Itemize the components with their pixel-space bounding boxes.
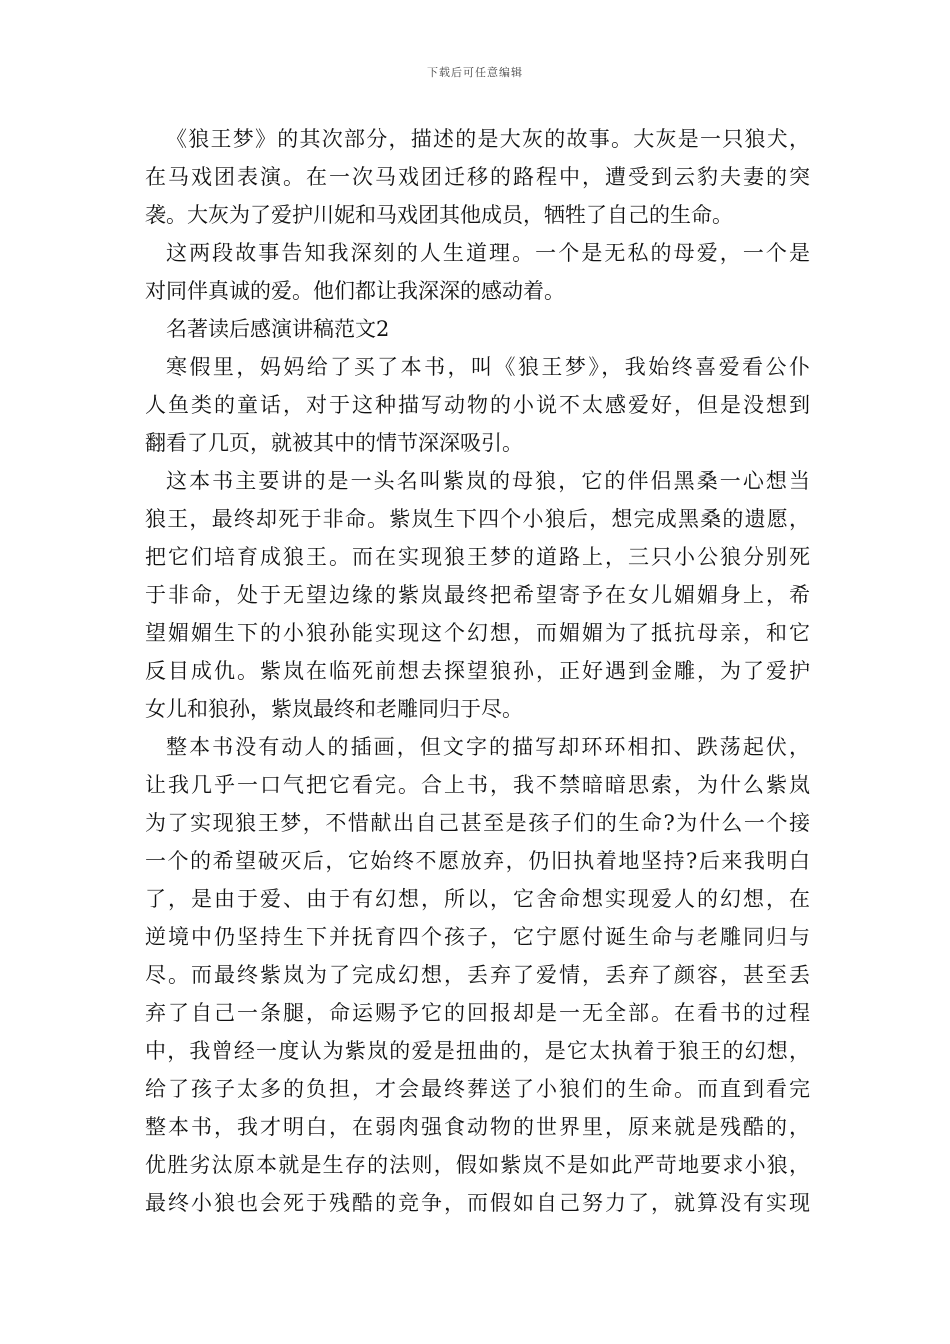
text-line: 逆境中仍坚持生下并抚育四个孩子，它宁愿付诞生命与老雕同归与 [145, 925, 810, 949]
text-line: 一个的希望破灭后，它始终不愿放弃，仍旧执着地坚持?后来我明白 [145, 849, 810, 873]
text-line: 给了孩子太多的负担，才会最终葬送了小狼们的生命。而直到看完 [145, 1077, 810, 1101]
page-header: 下载后可任意编辑 [427, 66, 523, 79]
text-line: 名著读后感演讲稿范文2 [166, 317, 390, 341]
text-line: 对同伴真诚的爱。他们都让我深深的感动着。 [145, 279, 565, 303]
text-line: 望媚媚生下的小狼孙能实现这个幻想，而媚媚为了抵抗母亲，和它 [145, 621, 810, 645]
text-line: 让我几乎一口气把它看完。合上书，我不禁暗暗思索，为什么紫岚 [145, 773, 810, 797]
text-line: 人鱼类的童话，对于这种描写动物的小说不太感爱好，但是没想到 [145, 393, 810, 417]
text-line: 这本书主要讲的是一头名叫紫岚的母狼，它的伴侣黑桑一心想当 [166, 469, 810, 493]
document-body [145, 120, 810, 1222]
text-line: 反目成仇。紫岚在临死前想去探望狼孙，正好遇到金雕，为了爱护 [145, 659, 810, 683]
text-line: 翻看了几页，就被其中的情节深深吸引。 [145, 431, 523, 455]
text-line: 弃了自己一条腿，命运赐予它的回报却是一无全部。在看书的过程 [145, 1001, 810, 1025]
text-line: 狼王，最终却死于非命。紫岚生下四个小狼后，想完成黑桑的遗愿， [145, 507, 810, 531]
text-line: 这两段故事告知我深刻的人生道理。一个是无私的母爱，一个是 [166, 241, 810, 265]
text-line: 尽。而最终紫岚为了完成幻想，丢弃了爱情，丢弃了颜容，甚至丢 [145, 963, 810, 987]
text-line: 最终小狼也会死于残酷的竞争，而假如自己努力了，就算没有实现 [145, 1191, 810, 1215]
text-line: 整本书，我才明白，在弱肉强食动物的世界里，原来就是残酷的， [145, 1115, 810, 1139]
text-line: 整本书没有动人的插画，但文字的描写却环环相扣、跌荡起伏， [166, 735, 810, 759]
text-line: 在马戏团表演。在一次马戏团迁移的路程中，遭受到云豹夫妻的突 [145, 165, 810, 189]
text-line: 于非命，处于无望边缘的紫岚最终把希望寄予在女儿媚媚身上，希 [145, 583, 810, 607]
text-line: 中，我曾经一度认为紫岚的爱是扭曲的，是它太执着于狼王的幻想， [145, 1039, 810, 1063]
text-line: 《狼王梦》的其次部分，描述的是大灰的故事。大灰是一只狼犬， [166, 127, 810, 151]
text-line: 为了实现狼王梦，不惜献出自己甚至是孩子们的生命?为什么一个接 [145, 811, 810, 835]
text-line: 优胜劣汰原本就是生存的法则，假如紫岚不是如此严苛地要求小狼， [145, 1153, 810, 1177]
text-line: 把它们培育成狼王。而在实现狼王梦的道路上，三只小公狼分别死 [145, 545, 810, 569]
text-line: 袭。大灰为了爱护川妮和马戏团其他成员，牺牲了自己的生命。 [145, 203, 733, 227]
text-line: 女儿和狼孙，紫岚最终和老雕同归于尽。 [145, 697, 523, 721]
text-line: 了，是由于爱、由于有幻想，所以，它舍命想实现爱人的幻想，在 [145, 887, 810, 911]
text-line: 寒假里，妈妈给了买了本书，叫《狼王梦》，我始终喜爱看公仆 [166, 355, 810, 379]
